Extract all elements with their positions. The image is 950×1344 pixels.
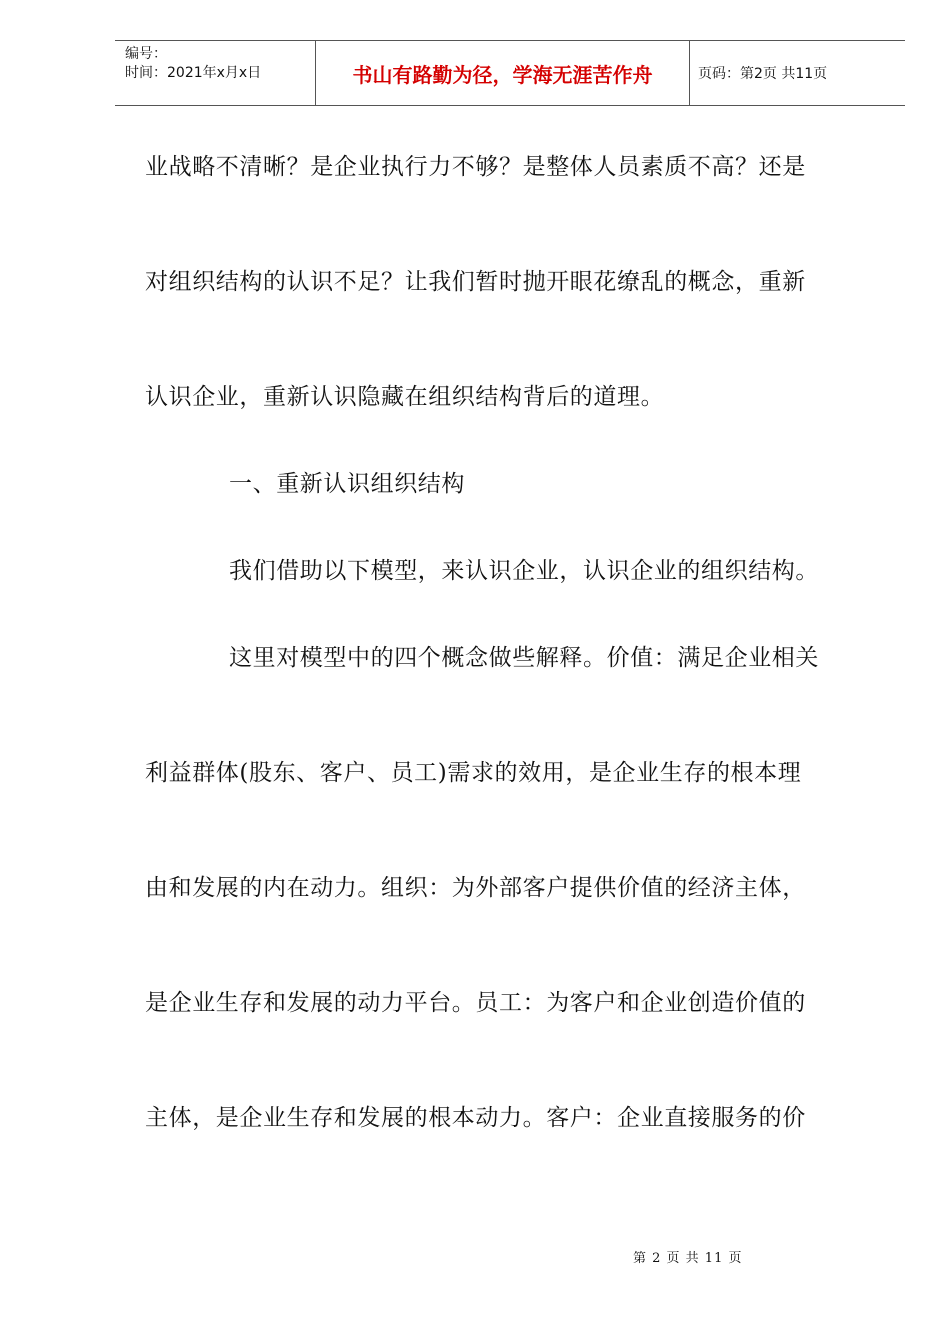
body-line-3: 认识企业，重新认识隐藏在组织结构背后的道理。 xyxy=(145,384,665,410)
body-line-6: 这里对模型中的四个概念做些解释。价值：满足企业相关 xyxy=(229,645,819,671)
body-line-8: 由和发展的内在动力。组织：为外部客户提供价值的经济主体， xyxy=(145,875,806,901)
body-line-7: 利益群体(股东、客户、员工)需求的效用，是企业生存的根本理 xyxy=(145,760,802,786)
document-number-label: 编号： xyxy=(125,46,167,62)
header-page-info: 页码：第2页 共11页 xyxy=(698,66,828,82)
body-line-9: 是企业生存和发展的动力平台。员工：为客户和企业创造价值的 xyxy=(145,990,806,1016)
body-line-1: 业战略不清晰？是企业执行力不够？是整体人员素质不高？还是 xyxy=(145,154,806,180)
body-line-2: 对组织结构的认识不足？让我们暂时抛开眼花缭乱的概念，重新 xyxy=(145,269,806,295)
document-time-label: 时间：2021年x月x日 xyxy=(125,65,262,81)
page-footer: 第 2 页 共 11 页 xyxy=(633,1251,743,1266)
body-line-5: 我们借助以下模型，来认识企业，认识企业的组织结构。 xyxy=(229,558,819,584)
page-header xyxy=(115,40,905,106)
body-line-10: 主体，是企业生存和发展的根本动力。客户：企业直接服务的价 xyxy=(145,1105,806,1131)
section-heading: 一、重新认识组织结构 xyxy=(229,471,465,497)
header-motto: 书山有路勤为径，学海无涯苦作舟 xyxy=(316,41,690,105)
header-meta-cell xyxy=(115,41,316,105)
